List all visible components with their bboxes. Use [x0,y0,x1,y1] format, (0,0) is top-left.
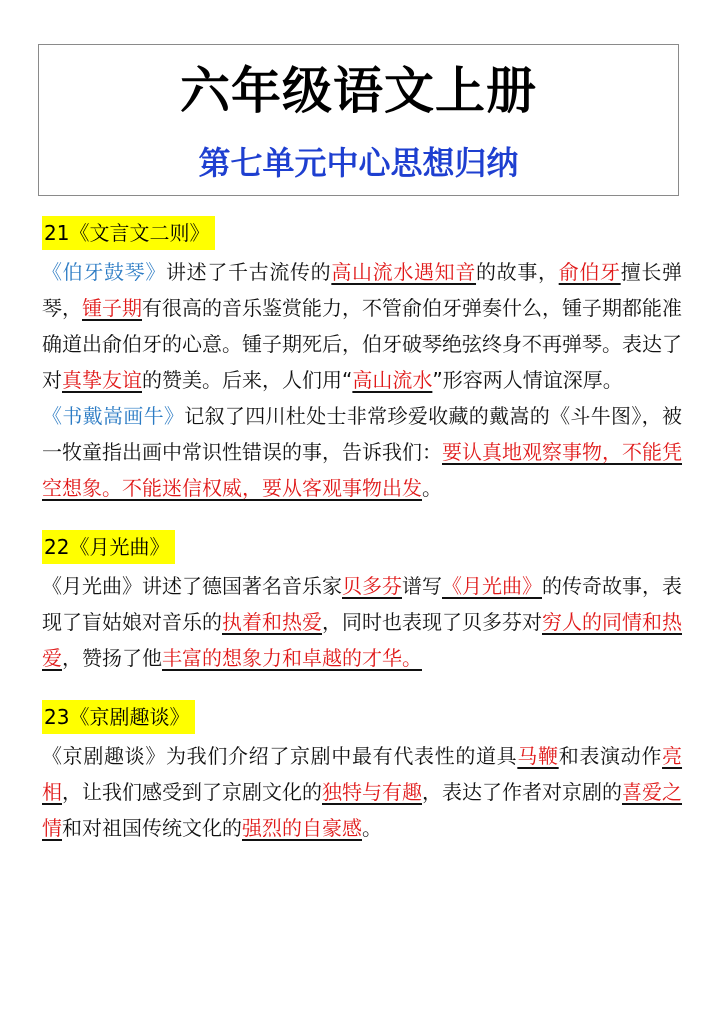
text-run: 记叙了四川杜处士非常珍爱收藏的戴嵩的《斗牛图》，被一牧童指出画中常识性错误的事，告诉我们： [42,404,683,464]
key-phrase: 俞伯牙 [558,260,621,284]
section-title: 22《月光曲》 [42,530,175,564]
text-run: 擅长弹琴， [42,260,683,320]
text-run: 的传奇故事，表现了盲姑娘对音乐的 [42,574,682,634]
key-phrase: 锺子期 [82,296,142,320]
key-phrase: 穷人的同情和热爱 [42,610,682,670]
key-phrase: 高山流水 [352,368,433,392]
key-phrase: 亮相 [42,744,683,804]
key-phrase: 高山流水遇知音 [331,260,477,284]
text-run: ，让我们感受到了京剧文化的 [62,780,322,804]
key-phrase: 真挚友谊 [62,368,142,392]
content [42,216,682,870]
key-phrase: 执着和热爱 [222,610,322,634]
key-phrase: 喜爱之情 [42,780,682,840]
page-subtitle: 第七单元中心思想归纳 [198,144,519,182]
key-phrase: 《月光曲》 [442,574,542,598]
section-23 [42,700,682,846]
text-run: 的赞美。后来，人们用“ [142,368,353,392]
section-22 [42,530,682,676]
key-phrase: 贝多芬 [342,574,402,598]
text-run: 和表演动作 [558,744,663,768]
section-title: 21《文言文二则》 [42,216,215,250]
text-run: 讲述了千古流传的 [166,260,332,284]
text-run: 《伯牙鼓琴》 [42,260,166,284]
text-run: 谱写 [402,574,442,598]
key-phrase: 独特与有趣 [322,780,422,804]
section-21 [42,216,682,506]
key-phrase: 强烈的自豪感 [242,816,362,840]
text-run: 有很高的音乐鉴赏能力，不管俞伯牙弹奏什么，锺子期都能准确道出俞伯牙的心意。锺子期死后，伯牙破琴绝弦终身不再弹琴。表达了对 [42,296,682,392]
paragraph [42,398,682,506]
text-run: ，表达了作者对京剧的 [422,780,622,804]
key-phrase: 丰富的想象力和卓越的才华。 [162,646,422,670]
page-title: 六年级语文上册 [180,61,537,120]
text-run: ，赞扬了他 [62,646,162,670]
paragraph [42,568,682,676]
text-run: 。 [362,816,382,840]
text-run: 《京剧趣谈》为我们介绍了京剧中最有代表性的道具 [42,744,518,768]
text-run: ，同时也表现了贝多芬对 [322,610,542,634]
title-box [38,44,679,196]
key-phrase: 马鞭 [517,744,559,768]
text-run: 。 [422,476,442,500]
text-run: 的故事， [476,260,559,284]
text-run: 和对祖国传统文化的 [62,816,242,840]
paragraph [42,738,682,846]
key-phrase: 要认真地观察事物，不能凭空想象。不能迷信权威，要从客观事物出发 [42,440,682,500]
text-run: ”形容两人情谊深厚。 [432,368,623,392]
text-run: 《书戴嵩画牛》 [42,404,185,428]
section-title: 23《京剧趣谈》 [42,700,195,734]
text-run: 《月光曲》讲述了德国著名音乐家 [42,574,342,598]
paragraph [42,254,682,398]
